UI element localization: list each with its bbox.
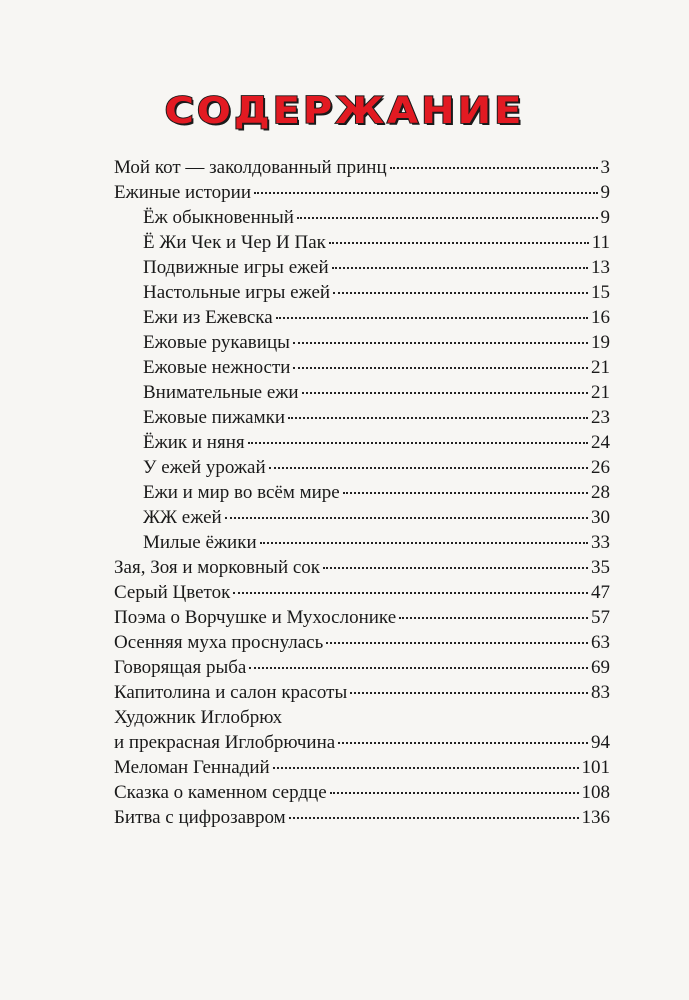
toc-entry[interactable] xyxy=(114,380,610,405)
dot-leader xyxy=(329,241,589,244)
toc-entry-title: Милые ёжики xyxy=(143,532,257,553)
dot-leader xyxy=(338,741,588,744)
dot-leader xyxy=(333,291,588,294)
dot-leader xyxy=(323,566,588,569)
toc-entry-title: Говорящая рыба xyxy=(114,657,247,678)
toc-entry-title: Ежи и мир во всём мире xyxy=(143,482,340,503)
toc-entry[interactable] xyxy=(114,255,610,280)
dot-leader xyxy=(343,491,588,494)
toc-entry-title: Ежовые рукавицы xyxy=(143,332,290,353)
dot-leader xyxy=(260,541,588,544)
toc-entry[interactable] xyxy=(114,630,610,655)
dot-leader xyxy=(293,366,588,369)
dot-leader xyxy=(254,191,597,194)
toc-entry-title: Мой кот — заколдованный принц xyxy=(114,157,387,178)
toc-entry-page-number: 101 xyxy=(581,757,610,778)
toc-entry-title: Битва с цифрозавром xyxy=(114,807,286,828)
toc-entry[interactable] xyxy=(114,680,610,705)
dot-leader xyxy=(249,666,588,669)
toc-entry-page-number: 9 xyxy=(600,182,610,203)
toc-entry-page-number: 47 xyxy=(591,582,610,603)
dot-leader xyxy=(350,691,588,694)
toc-entry-page-number: 15 xyxy=(591,282,610,303)
toc-entry-title: Настольные игры ежей xyxy=(143,282,331,303)
toc-entry-title-line2: и прекрасная Иглобрючина xyxy=(114,732,336,753)
toc-entry-title: Ёжик и няня xyxy=(143,432,245,453)
toc-entry[interactable] xyxy=(114,555,610,580)
dot-leader xyxy=(390,166,598,169)
toc-entry-title: Ежиные истории xyxy=(114,182,252,203)
toc-entry-title: Капитолина и салон красоты xyxy=(114,682,348,703)
toc-entry-title: ЖЖ ежей xyxy=(143,507,222,528)
dot-leader xyxy=(273,766,579,769)
toc-entry[interactable] xyxy=(114,780,610,805)
toc-entry-page-number: 108 xyxy=(581,782,610,803)
toc-entry[interactable] xyxy=(114,655,610,680)
toc-entry-title: Сказка о каменном сердце xyxy=(114,782,327,803)
toc-entry-page-number: 33 xyxy=(591,532,610,553)
toc-entry-page-number: 3 xyxy=(600,157,610,178)
toc-entry[interactable] xyxy=(114,455,610,480)
toc-entry-title: Ежовые нежности xyxy=(143,357,291,378)
dot-leader xyxy=(399,616,588,619)
toc-entry[interactable] xyxy=(114,480,610,505)
toc-entry-page-number: 83 xyxy=(591,682,610,703)
toc-entry-page-number: 69 xyxy=(591,657,610,678)
toc-entry-page-number: 57 xyxy=(591,607,610,628)
dot-leader xyxy=(225,516,588,519)
toc-entry-title: Поэма о Ворчушке и Мухослонике xyxy=(114,607,397,628)
toc-entry[interactable] xyxy=(114,280,610,305)
toc-entry-title: Серый Цветок xyxy=(114,582,231,603)
title-wrap xyxy=(0,88,689,134)
toc-entry[interactable] xyxy=(114,305,610,330)
toc-entry-title: Ёж обыкновенный xyxy=(143,207,294,228)
toc-entry[interactable] xyxy=(114,230,610,255)
toc-entry[interactable] xyxy=(114,155,610,180)
dot-leader xyxy=(269,466,588,469)
dot-leader xyxy=(276,316,588,319)
toc-entry-page-number: 24 xyxy=(591,432,610,453)
toc-entry-title-line1: Художник Иглобрюх xyxy=(114,707,283,728)
toc-entry-page-number: 9 xyxy=(600,207,610,228)
toc-entry-page-number: 21 xyxy=(591,382,610,403)
toc-entry-title: Подвижные игры ежей xyxy=(143,257,329,278)
dot-leader xyxy=(297,216,598,219)
toc-entry-page-number: 19 xyxy=(591,332,610,353)
toc-entry-title: Меломан Геннадий xyxy=(114,757,270,778)
toc-entry[interactable] xyxy=(114,180,610,205)
toc-entry-page-number: 11 xyxy=(591,232,610,253)
toc-entry-title: Зая, Зоя и морковный сок xyxy=(114,557,321,578)
page-title: СОДЕРЖАНИЕ xyxy=(164,89,525,133)
toc-entry[interactable] xyxy=(114,755,610,780)
toc-entry-page-number: 23 xyxy=(591,407,610,428)
toc-entry[interactable] xyxy=(114,355,610,380)
toc-entry-title: Ежи из Ежевска xyxy=(143,307,273,328)
toc-entry[interactable] xyxy=(114,805,610,830)
toc-entry-page-number: 136 xyxy=(581,807,610,828)
toc-entry-page-number: 30 xyxy=(591,507,610,528)
toc-entry-page-number: 13 xyxy=(591,257,610,278)
dot-leader xyxy=(302,391,588,394)
dot-leader xyxy=(233,591,588,594)
toc-entry-page-number: 63 xyxy=(591,632,610,653)
toc-entry[interactable] xyxy=(114,580,610,605)
toc-entry[interactable] xyxy=(114,605,610,630)
toc-entry[interactable] xyxy=(114,705,610,755)
toc-entry-page-number: 26 xyxy=(591,457,610,478)
toc-entry[interactable] xyxy=(114,530,610,555)
toc-entry-page-number: 28 xyxy=(591,482,610,503)
toc-entry[interactable] xyxy=(114,430,610,455)
dot-leader xyxy=(288,416,588,419)
toc-entry-page-number: 16 xyxy=(591,307,610,328)
toc-entry[interactable] xyxy=(114,505,610,530)
toc-entry-page-number: 94 xyxy=(591,732,610,753)
toc-entry-title: Ежовые пижамки xyxy=(143,407,285,428)
toc-entry-title: У ежей урожай xyxy=(143,457,266,478)
table-of-contents xyxy=(114,155,610,830)
toc-entry[interactable] xyxy=(114,330,610,355)
dot-leader xyxy=(332,266,588,269)
dot-leader xyxy=(326,641,588,644)
dot-leader xyxy=(293,341,588,344)
dot-leader xyxy=(289,816,579,819)
toc-entry-page-number: 35 xyxy=(591,557,610,578)
toc-entry-title: Осенняя муха проснулась xyxy=(114,632,324,653)
toc-entry-title: Внимательные ежи xyxy=(143,382,299,403)
toc-entry[interactable] xyxy=(114,205,610,230)
dot-leader xyxy=(248,441,588,444)
toc-entry[interactable] xyxy=(114,405,610,430)
toc-entry-title: Ё Жи Чек и Чер И Пак xyxy=(143,232,326,253)
dot-leader xyxy=(330,791,579,794)
toc-entry-page-number: 21 xyxy=(591,357,610,378)
